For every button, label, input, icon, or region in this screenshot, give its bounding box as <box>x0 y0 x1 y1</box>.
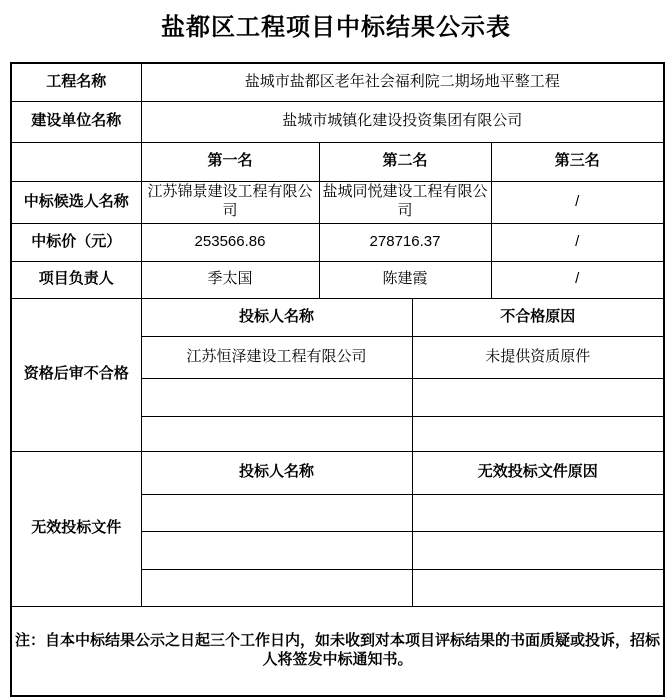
owner-name-value: 盐城市城镇化建设投资集团有限公司 <box>141 101 664 142</box>
bid-results-table <box>10 62 665 697</box>
invalid-reason-2 <box>412 531 664 569</box>
unqualified-reason-2 <box>412 378 664 416</box>
unqualified-reason-1: 未提供资质原件 <box>412 336 664 378</box>
price-first: 253566.86 <box>141 223 319 261</box>
candidate-third: / <box>491 181 664 223</box>
row-managers <box>11 261 664 298</box>
unqualified-reason-header: 不合格原因 <box>412 298 664 336</box>
manager-first: 季太国 <box>141 261 319 298</box>
price-label: 中标价（元） <box>11 223 141 261</box>
row-unqualified-header <box>11 298 664 336</box>
page-title: 盐都区工程项目中标结果公示表 <box>161 14 511 41</box>
price-second: 278716.37 <box>319 223 491 261</box>
invalid-bidder-3 <box>141 569 412 606</box>
project-name-value: 盐城市盐都区老年社会福利院二期场地平整工程 <box>141 63 664 101</box>
invalid-bidder-2 <box>141 531 412 569</box>
row-invalid-header <box>11 451 664 494</box>
manager-second: 陈建霞 <box>319 261 491 298</box>
manager-label: 项目负责人 <box>11 261 141 298</box>
unqualified-bidder-1: 江苏恒泽建设工程有限公司 <box>141 336 412 378</box>
candidate-first: 江苏锦景建设工程有限公司 <box>141 181 319 223</box>
price-third: / <box>491 223 664 261</box>
row-candidates <box>11 181 664 223</box>
row-project-name <box>11 63 664 101</box>
row-note <box>11 606 664 696</box>
invalid-reason-header: 无效投标文件原因 <box>412 451 664 494</box>
candidate-second: 盐城同悦建设工程有限公司 <box>319 181 491 223</box>
invalid-section-label: 无效投标文件 <box>11 451 141 606</box>
row-rank-headers <box>11 142 664 181</box>
rank-header-spacer <box>11 142 141 181</box>
invalid-bidder-1 <box>141 494 412 531</box>
rank-header-first: 第一名 <box>141 142 319 181</box>
rank-header-second: 第二名 <box>319 142 491 181</box>
row-prices <box>11 223 664 261</box>
owner-name-label: 建设单位名称 <box>11 101 141 142</box>
manager-third: / <box>491 261 664 298</box>
candidates-label: 中标候选人名称 <box>11 181 141 223</box>
invalid-reason-3 <box>412 569 664 606</box>
unqualified-reason-3 <box>412 416 664 451</box>
unqualified-bidder-header: 投标人名称 <box>141 298 412 336</box>
invalid-reason-1 <box>412 494 664 531</box>
unqualified-bidder-3 <box>141 416 412 451</box>
project-name-label: 工程名称 <box>11 63 141 101</box>
unqualified-bidder-2 <box>141 378 412 416</box>
rank-header-third: 第三名 <box>491 142 664 181</box>
unqualified-section-label: 资格后审不合格 <box>11 298 141 451</box>
row-owner-name <box>11 101 664 142</box>
note-text: 注：自本中标结果公示之日起三个工作日内，如未收到对本项目评标结果的书面质疑或投诉，招标人将签发中标通知书。 <box>11 606 664 696</box>
invalid-bidder-header: 投标人名称 <box>141 451 412 494</box>
